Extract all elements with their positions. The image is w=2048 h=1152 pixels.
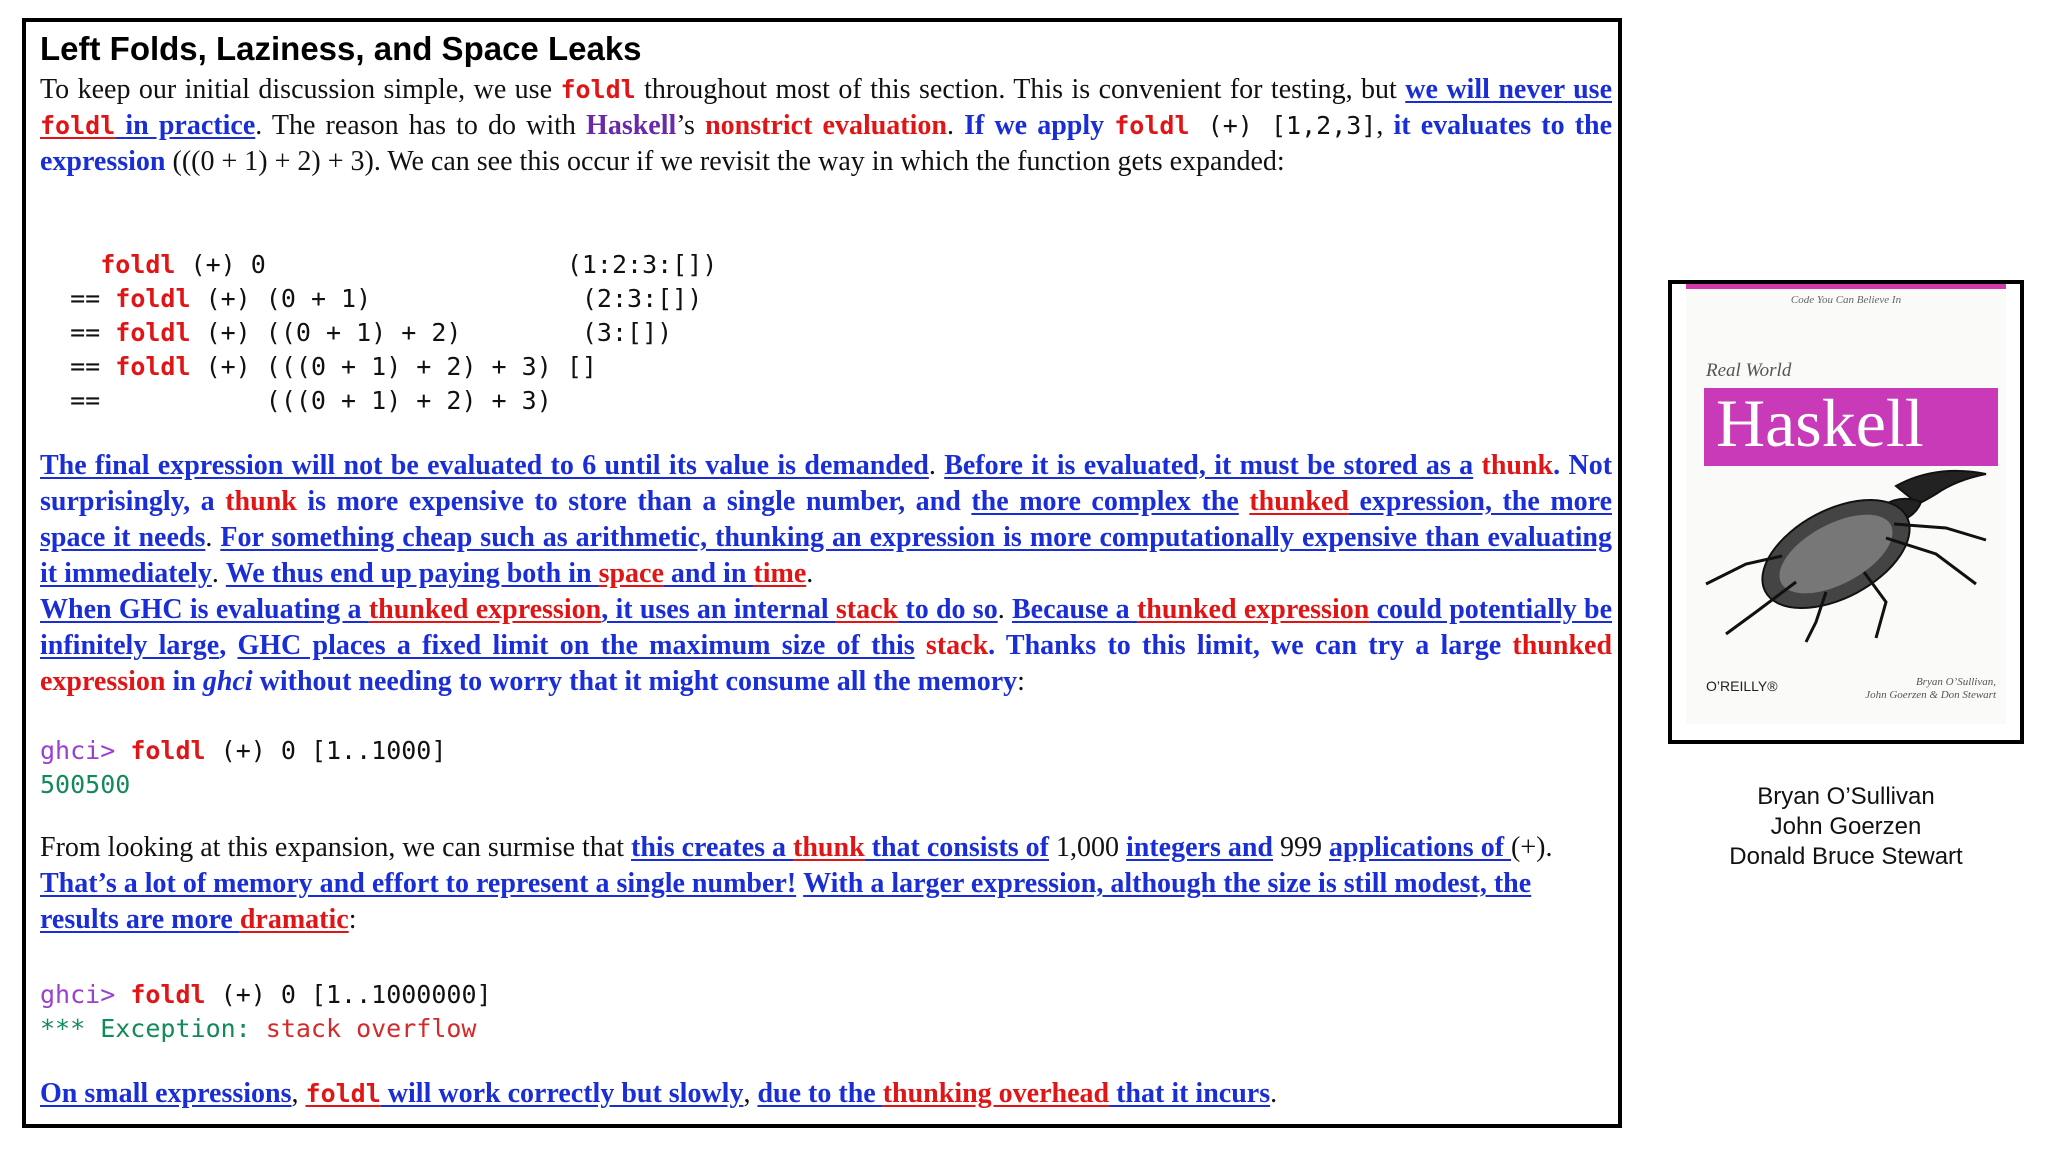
text: and in	[663, 558, 754, 589]
ghci-prompt: ghci>	[40, 980, 116, 1009]
text	[115, 110, 125, 141]
cover-title: Haskell	[1716, 385, 1924, 461]
term-time: time	[753, 558, 807, 589]
number: 1,000	[1049, 832, 1126, 863]
text: without needing to worry that it might consume all the memory	[252, 666, 1018, 697]
section-title: Left Folds, Laziness, and Space Leaks	[40, 30, 642, 67]
highlight-final-expression: The final expression will not be evaluated to 6 until its value is demanded	[40, 450, 929, 481]
highlight-paying-both: We thus end up paying both in	[225, 558, 599, 589]
code-foldl: foldl	[130, 736, 206, 765]
term-haskell: Haskell	[586, 110, 677, 141]
highlight-larger-expression: With a larger expression, although the size is still modest, the results are more	[40, 868, 1532, 935]
code-foldl: foldl	[40, 111, 116, 140]
text: From looking at this expansion, we can surmise that	[40, 832, 632, 863]
number: 999	[1273, 832, 1329, 863]
code-foldl: foldl	[130, 980, 206, 1009]
highlight-if-we-apply: If we apply	[964, 110, 1115, 141]
text: that consists of	[864, 832, 1049, 863]
highlight-due-to: due to the	[757, 1078, 883, 1109]
text: is more expensive to store than a single number, and	[296, 486, 972, 517]
highlight-fixed-limit: GHC places a fixed limit on the maximum size of this	[237, 630, 915, 661]
cover-publisher: O’REILLY®	[1706, 678, 1778, 694]
expansion-code-block	[40, 248, 717, 418]
expansion-line: == (((0 + 1) + 2) + 3)	[40, 386, 552, 415]
term-thunk: thunk	[793, 832, 865, 863]
term-thunked-expression: thunked expression	[40, 630, 1613, 697]
term-thunked-expression: thunked expression	[1136, 594, 1370, 625]
exception-label: *** Exception:	[40, 1014, 251, 1043]
term-ghci: ghci	[202, 666, 253, 697]
thunk-paragraph: The final expression will not be evaluated to 6 until its value is demanded. Before it is evaluated, it must be stored as a thunk. Not surprisingly, a thunk is more expensive to store than a single number, and the more complex the thunked expression, the more space it needs. For something cheap such as arithmetic, thunking an expression is more computationally expensive than evaluating it immediately. We thus end up paying both in space and in time. When GHC is evaluating a thunked expression, it uses an internal stack to do so. Because a thunked expression could potentially be infinitely large, GHC places a fixed limit on the maximum size of this stack. Thanks to this limit, we can try a large thunked expression in ghci without needing to worry that it might consume all the memory:	[40, 450, 1613, 697]
operator: (+)	[1511, 832, 1546, 863]
code-foldl: foldl	[1114, 111, 1190, 140]
highlight-because: Because a	[1011, 594, 1137, 625]
term-nonstrict-evaluation: nonstrict evaluation	[705, 110, 947, 141]
term-thunking-overhead: thunking overhead	[882, 1078, 1110, 1109]
text: To keep our initial discussion simple, we use	[40, 74, 561, 105]
highlight-cheap-arithmetic: For something cheap such as arithmetic, thunking an expression is more computationally expensive than evaluating it immediately	[40, 522, 1612, 589]
repl-example-small	[40, 734, 446, 802]
highlight-creates-thunk: this creates a	[631, 832, 794, 863]
text: .	[946, 110, 965, 141]
expansion-line: == foldl (+) ((0 + 1) + 2) (3:[])	[40, 318, 673, 347]
highlight-in-practice: in practice	[125, 110, 256, 141]
term-thunk: thunk	[1481, 450, 1554, 481]
code-args: (+) [1,2,3]	[1189, 111, 1377, 140]
text: throughout most of this section. This is convenient for testing, but	[635, 74, 1406, 105]
text: integers and	[1126, 832, 1273, 863]
repl-output: 500500	[40, 770, 131, 799]
highlight-never-use: we will never use	[1405, 74, 1613, 105]
beetle-illustration	[1686, 444, 2014, 644]
code-foldl: foldl	[305, 1079, 381, 1108]
book-cover	[1668, 280, 2024, 744]
exception-message: stack overflow	[250, 1014, 477, 1043]
cover-authors: Bryan O’Sullivan, John Goerzen & Don Stewart	[1865, 676, 1996, 701]
cover-top-bar	[1686, 284, 2006, 289]
cover-series: Real World	[1706, 360, 1792, 381]
highlight-lot-of-memory: That’s a lot of memory and effort to represent a single number!	[40, 868, 797, 899]
repl-example-large	[40, 978, 492, 1046]
code-args: (+) 0 [1..1000000]	[205, 980, 492, 1009]
highlight-small-expressions: On small expressions	[40, 1078, 292, 1109]
text: (((0 + 1) + 2) + 3). We can see this occur if we revisit the way in which the function gets expanded:	[165, 146, 1285, 177]
author-name: Bryan O’Sullivan	[1757, 783, 1935, 810]
highlight-more-complex: the more complex the	[971, 486, 1239, 517]
highlight-more-space: expression, the more space it needs	[40, 486, 1612, 553]
cover-tagline: Code You Can Believe In	[1790, 294, 1902, 306]
text: that it incurs	[1109, 1078, 1271, 1109]
ghci-prompt: ghci>	[40, 736, 116, 765]
expansion-surmise-paragraph: From looking at this expansion, we can surmise that this creates a thunk that consists of 1,000 integers and 999 applications of (+). That’s a lot of memory and effort to represent a single number! With a larger expression, although the size is still modest, the results are more dramatic:	[40, 832, 1553, 935]
highlight-work-slowly: will work correctly but slowly	[380, 1078, 744, 1109]
highlight-ghc-evaluating: When GHC is evaluating a	[40, 594, 369, 625]
intro-paragraph	[40, 72, 1612, 180]
text: . Thanks to this limit, we can try a large	[988, 630, 1513, 661]
term-thunk: thunk	[225, 486, 297, 517]
highlight-infinitely-large: could potentially be infinitely large	[40, 594, 1613, 661]
text: in	[165, 666, 203, 697]
term-thunked-expression: thunked expression	[368, 594, 602, 625]
text: , it uses an internal	[601, 594, 836, 625]
text: ,	[1376, 110, 1394, 141]
expansion-line: foldl (+) 0 (1:2:3:[])	[100, 250, 718, 279]
term-thunked: thunked	[1249, 486, 1349, 517]
highlight-evaluates: it evaluates to the expression	[40, 110, 1613, 177]
book-cover-art	[1686, 284, 2006, 724]
author-name: John Goerzen	[1770, 813, 1922, 840]
code-foldl: foldl	[560, 75, 636, 104]
text: ’s	[676, 110, 706, 141]
term-dramatic: dramatic	[239, 904, 349, 935]
conclusion-paragraph: On small expressions, foldl will work correctly but slowly, due to the thunking overhead that it incurs.	[40, 1078, 1278, 1109]
text: applications of	[1329, 832, 1512, 863]
text: to do so	[898, 594, 998, 625]
author-name: Donald Bruce Stewart	[1729, 843, 1963, 870]
expansion-line: == foldl (+) (0 + 1) (2:3:[])	[40, 284, 703, 313]
expansion-line: == foldl (+) (((0 + 1) + 2) + 3) []	[40, 352, 597, 381]
highlight-stored: Before it is evaluated, it must be stored as a	[944, 450, 1474, 481]
author-caption	[1668, 782, 2024, 872]
code-args: (+) 0 [1..1000]	[205, 736, 447, 765]
text: . The reason has to do with	[255, 110, 587, 141]
term-stack: stack	[925, 630, 989, 661]
term-space: space	[598, 558, 664, 589]
term-stack: stack	[835, 594, 899, 625]
text: . Not surprisingly, a	[40, 450, 1613, 517]
